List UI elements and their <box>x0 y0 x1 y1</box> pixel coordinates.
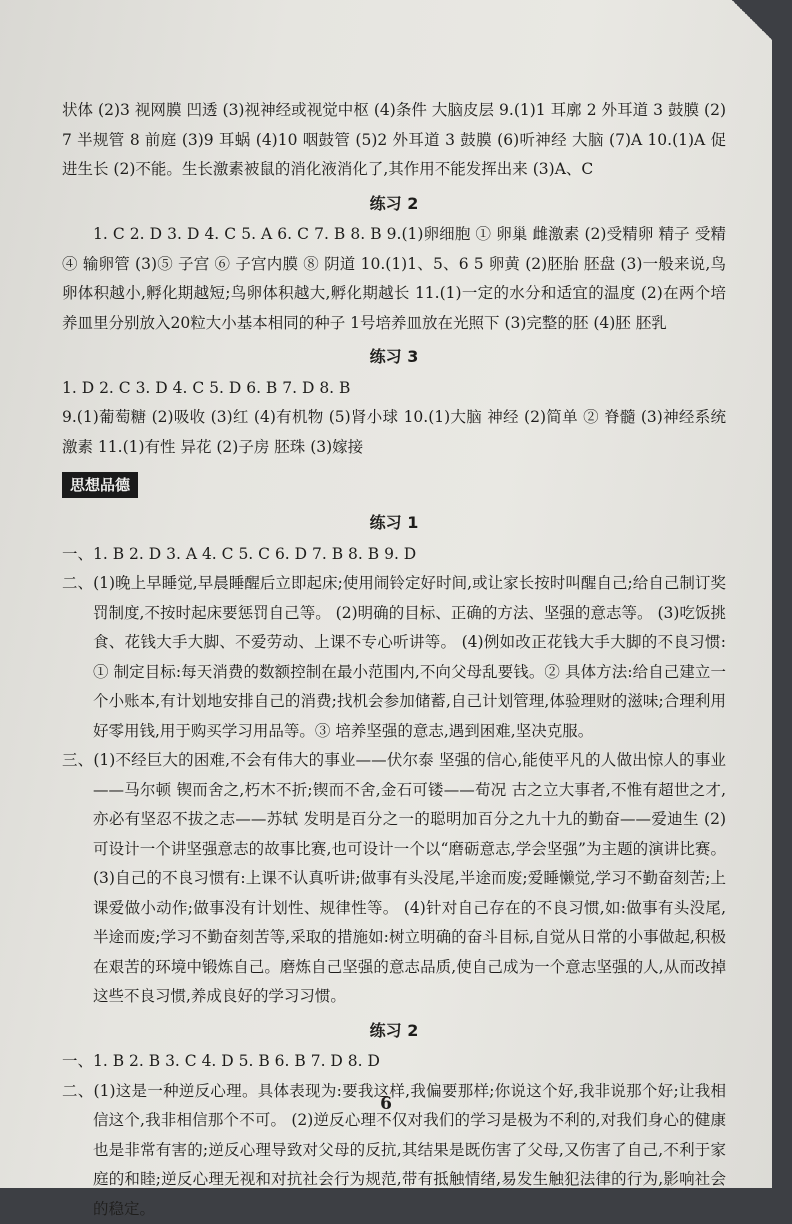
moral-exercise-1-part-3: 三、(1)不经巨大的困难,不会有伟大的事业——伏尔泰 坚强的信心,能使平凡的人做出惊人的事业——马尔顿 锲而舍之,朽木不折;锲而不舍,金石可镂——荀况 古之立大事者,不惟有超世之才,亦必有坚忍不拔之志——苏轼 发明是百分之一的聪明加百分之九十九的勤奋——爱迪生 (2)可设计一个讲坚强意志的故事比赛,也可设计一个以“磨砺意志,学会坚强”为主题的演讲比赛。 (3)自己的不良习惯有:上课不认真听讲;做事有头没尾,半途而废;爱睡懒觉,学习不勤奋刻苦;上课爱做小动作;做事没有计划性、规律性等。 (4)针对自己存在的不良习惯,如:做事有头没尾,半途而废;学习不勤奋刻苦等,采取的措施如:树立明确的奋斗目标,自觉从日常的小事做起,积极在艰苦的环境中锻炼自己。磨炼自己坚强的意志品质,使自己成为一个意志坚强的人,从而改掉这些不良习惯,养成良好的学习习惯。 <box>62 746 726 1012</box>
moral-exercise-1-title: 练习 1 <box>62 508 726 538</box>
exercise-3-choice-answers: 1. D 2. C 3. D 4. C 5. D 6. B 7. D 8. B <box>62 374 726 404</box>
page-number: 6 <box>0 1094 772 1114</box>
moral-exercise-2-title: 练习 2 <box>62 1016 726 1046</box>
page-corner-curl <box>732 0 772 40</box>
answer-content <box>62 96 726 1224</box>
moral-exercise-1-choice: 一、1. B 2. D 3. A 4. C 5. C 6. D 7. B 8. B 9. D <box>62 540 726 570</box>
exercise-2-title: 练习 2 <box>62 189 726 219</box>
section-heading-moral-education: 思想品德 <box>62 472 138 498</box>
exercise-3-title: 练习 3 <box>62 342 726 372</box>
exercise-3-short-answers: 9.(1)葡萄糖 (2)吸收 (3)红 (4)有机物 (5)肾小球 10.(1)大脑 神经 (2)简单 ② 脊髓 (3)神经系统 激素 11.(1)有性 异花 (2)子房 胚珠 (3)嫁接 <box>62 403 726 462</box>
moral-exercise-2-part-2: 二、(1)这是一种逆反心理。具体表现为:要我这样,我偏要那样;你说这个好,我非说那个好;让我相信这个,我非相信那个不可。 (2)逆反心理不仅对我们的学习是极为不利的,对我们身心的健康也是非常有害的;逆反心理导致对父母的反抗,其结果是既伤害了父母,又伤害了自己,不利于家庭的和睦;逆反心理无视和对抗社会行为规范,带有抵触情绪,易发生触犯法律的行为,影响社会的稳定。 <box>62 1077 726 1224</box>
exercise-2-answers: 1. C 2. D 3. D 4. C 5. A 6. C 7. B 8. B 9.(1)卵细胞 ① 卵巢 雌激素 (2)受精卵 精子 受精 ④ 输卵管 (3)⑤ 子宫 ⑥ 子宫内膜 ⑧ 阴道 10.(1)1、5、6 5 卵黄 (2)胚胎 胚盘 (3)一般来说,鸟卵体积越小,孵化期越短;鸟卵体积越大,孵化期越长 11.(1)一定的水分和适宜的温度 (2)在两个培养皿里分别放入20粒大小基本相同的种子 1号培养皿放在光照下 (3)完整的胚 (4)胚 胚乳 <box>62 220 726 338</box>
moral-exercise-2-choice: 一、1. B 2. B 3. C 4. D 5. B 6. B 7. D 8. D <box>62 1047 726 1077</box>
moral-exercise-1-part-2: 二、(1)晚上早睡觉,早晨睡醒后立即起床;使用闹铃定好时间,或让家长按时叫醒自己;给自己制订奖罚制度,不按时起床要惩罚自己等。 (2)明确的目标、正确的方法、坚强的意志等。 (3)吃饭挑食、花钱大手大脚、不爱劳动、上课不专心听讲等。 (4)例如改正花钱大手大脚的不良习惯:① 制定目标:每天消费的数额控制在最小范围内,不向父母乱要钱。② 具体方法:给自己建立一个小账本,有计划地安排自己的消费;找机会参加储蓄,自己计划管理,体验理财的滋味;合理利用好零用钱,用于购买学习用品等。③ 培养坚强的意志,遇到困难,坚决克服。 <box>62 569 726 746</box>
biology-answers-continued: 状体 (2)3 视网膜 凹透 (3)视神经或视觉中枢 (4)条件 大脑皮层 9.(1)1 耳廓 2 外耳道 3 鼓膜 (2)7 半规管 8 前庭 (3)9 耳蜗 (4)10 咽鼓管 (5)2 外耳道 3 鼓膜 (6)听神经 大脑 (7)A 10.(1)A 促进生长 (2)不能。生长激素被鼠的消化液消化了,其作用不能发挥出来 (3)A、C <box>62 96 726 185</box>
